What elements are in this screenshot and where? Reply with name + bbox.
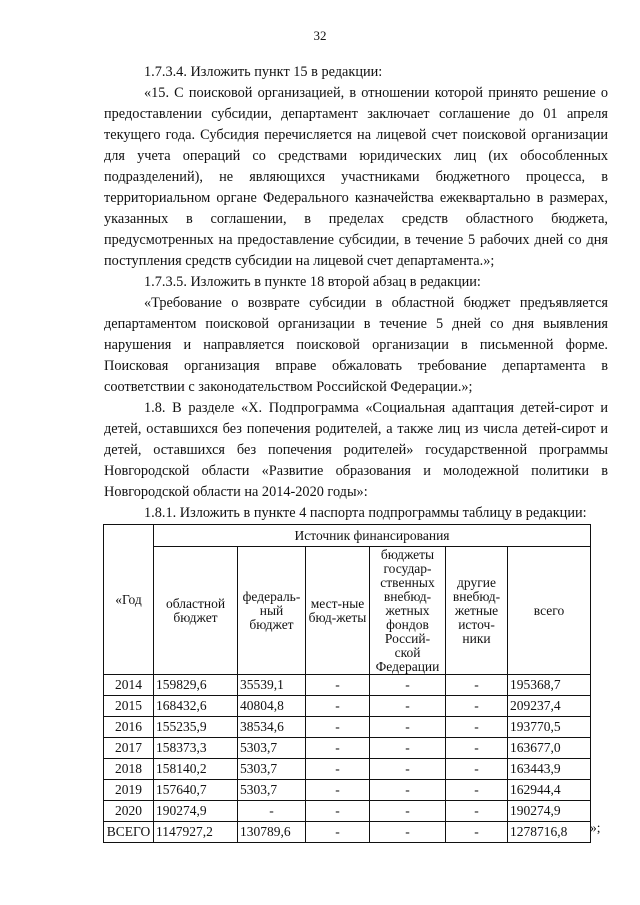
cell-total: 209237,4	[508, 696, 591, 717]
cell-funds: -	[370, 738, 446, 759]
funding-table	[103, 524, 591, 843]
cell-funds: -	[370, 675, 446, 696]
cell-other: -	[446, 675, 508, 696]
cell-regional: 158140,2	[154, 759, 238, 780]
cell-regional: 159829,6	[154, 675, 238, 696]
cell-year: 2016	[104, 717, 154, 738]
cell-year: 2019	[104, 780, 154, 801]
cell-funds: -	[370, 717, 446, 738]
paragraph-requirement: «Требование о возврате субсидии в областной бюджет предъявляется департаментом поисковой организации в течение 5 дней со дня выявления нарушения и направляется поисковой организации в письменной форме. Поисковая организация вправе обжаловать требование департамента в соответствии с законодательством Российской Федерации.»;	[104, 295, 608, 395]
cell-other: -	[446, 696, 508, 717]
header-extra-budgetary-funds: бюджеты государ-ственных внебюд-жетных фондов Россий-ской Федерации	[370, 547, 446, 675]
cell-total: 190274,9	[508, 801, 591, 822]
table-row	[104, 738, 591, 759]
cell-federal: 5303,7	[238, 738, 306, 759]
table-row	[104, 801, 591, 822]
cell-local: -	[306, 696, 370, 717]
cell-local: -	[306, 675, 370, 696]
cell-year: 2018	[104, 759, 154, 780]
header-other-sources: другие внебюд-жетные источ-ники	[446, 547, 508, 675]
cell-funds: -	[370, 822, 446, 843]
cell-regional: 158373,3	[154, 738, 238, 759]
header-local-budgets: мест-ные бюд-жеты	[306, 547, 370, 675]
cell-regional: 1147927,2	[154, 822, 238, 843]
cell-regional: 155235,9	[154, 717, 238, 738]
table-row-total	[104, 822, 591, 843]
cell-total: 195368,7	[508, 675, 591, 696]
document-body	[104, 62, 608, 524]
table-row	[104, 675, 591, 696]
cell-year: 2017	[104, 738, 154, 759]
cell-other: -	[446, 822, 508, 843]
cell-regional: 190274,9	[154, 801, 238, 822]
header-federal-budget: федераль-ный бюджет	[238, 547, 306, 675]
cell-other: -	[446, 759, 508, 780]
cell-funds: -	[370, 759, 446, 780]
cell-other: -	[446, 780, 508, 801]
funding-table-wrapper	[103, 524, 591, 843]
cell-total: 1278716,8	[508, 822, 591, 843]
table-row	[104, 717, 591, 738]
paragraph-item-15: «15. С поисковой организацией, в отношении которой принято решение о предоставлении субсидии, департамент заключает соглашение до 01 апреля текущего года. Субсидия перечисляется на лицевой счет поисковой организации для учета операций со средствами юридических лиц (их обособленных подразделений), не являющихся участниками бюджетного процесса, в территориальном органе Федерального казначейства ежеквартально в размерах, указанных в соглашении, в пределах средств областного бюджета, предусмотренных на предоставление субсидии, в течение 5 рабочих дней со дня поступления средств субсидии на лицевой счет департамента.»;	[104, 85, 608, 269]
header-regional-budget: областной бюджет	[154, 547, 238, 675]
cell-total: 193770,5	[508, 717, 591, 738]
cell-year: 2015	[104, 696, 154, 717]
cell-total-label: ВСЕГО	[104, 822, 154, 843]
closing-quote: »;	[590, 820, 601, 835]
cell-funds: -	[370, 696, 446, 717]
cell-federal: 40804,8	[238, 696, 306, 717]
cell-local: -	[306, 738, 370, 759]
cell-local: -	[306, 759, 370, 780]
cell-federal: 5303,7	[238, 759, 306, 780]
header-total: всего	[508, 547, 591, 675]
cell-federal: 38534,6	[238, 717, 306, 738]
cell-year: 2014	[104, 675, 154, 696]
cell-federal: 5303,7	[238, 780, 306, 801]
cell-local: -	[306, 801, 370, 822]
cell-federal: 130789,6	[238, 822, 306, 843]
cell-total: 163677,0	[508, 738, 591, 759]
paragraph-1-7-3-4: 1.7.3.4. Изложить пункт 15 в редакции:	[144, 64, 383, 80]
header-year: «Год	[104, 525, 154, 675]
paragraph-1-8: 1.8. В разделе «Х. Подпрограмма «Социальная адаптация детей-сирот и детей, оставшихся без попечения родителей, а также лиц из числа детей-сирот и детей, оставшихся без попечения родителей» государственной программы Новгородской области «Развитие образования и молодежной политики в Новгородской области на 2014-2020 годы»:	[104, 400, 608, 500]
cell-regional: 168432,6	[154, 696, 238, 717]
cell-regional: 157640,7	[154, 780, 238, 801]
cell-total: 162944,4	[508, 780, 591, 801]
cell-local: -	[306, 717, 370, 738]
cell-local: -	[306, 822, 370, 843]
cell-federal: -	[238, 801, 306, 822]
cell-funds: -	[370, 801, 446, 822]
cell-year: 2020	[104, 801, 154, 822]
cell-funds: -	[370, 780, 446, 801]
table-row	[104, 696, 591, 717]
table-row	[104, 759, 591, 780]
cell-other: -	[446, 801, 508, 822]
cell-local: -	[306, 780, 370, 801]
cell-other: -	[446, 738, 508, 759]
table-row	[104, 780, 591, 801]
paragraph-1-7-3-5: 1.7.3.5. Изложить в пункте 18 второй абзац в редакции:	[144, 274, 481, 290]
cell-federal: 35539,1	[238, 675, 306, 696]
header-funding-source: Источник финансирования	[154, 525, 591, 547]
cell-total: 163443,9	[508, 759, 591, 780]
cell-other: -	[446, 717, 508, 738]
paragraph-1-8-1: 1.8.1. Изложить в пункте 4 паспорта подпрограммы таблицу в редакции:	[144, 505, 587, 521]
page-number: 32	[313, 28, 327, 43]
